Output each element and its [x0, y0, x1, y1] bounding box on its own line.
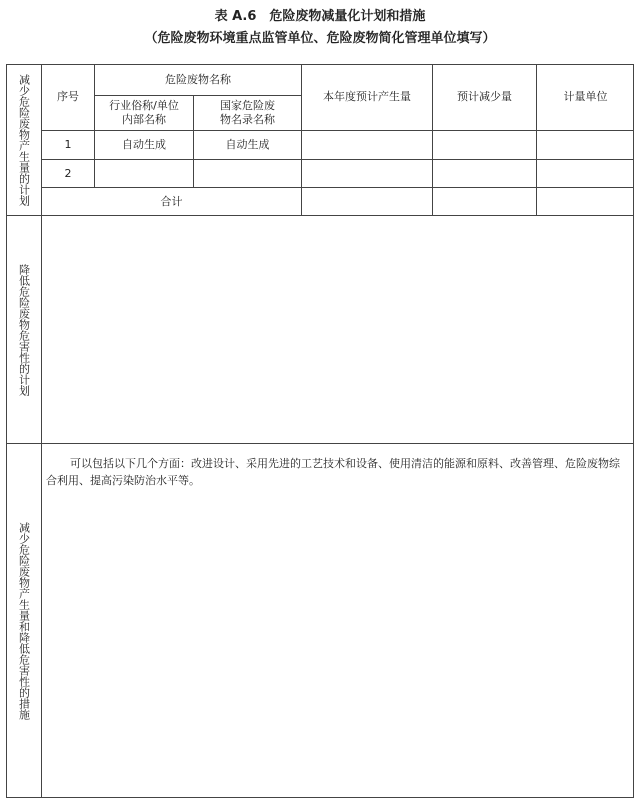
section2-content-area[interactable] [42, 216, 634, 443]
total-annual-output-cell[interactable] [302, 188, 432, 215]
header-annual-output: 本年度预计产生量 [323, 90, 411, 103]
row2-unit-cell[interactable] [537, 160, 634, 187]
row2-annual-output-cell[interactable] [302, 160, 432, 187]
grid-line-section2-bottom [6, 443, 634, 444]
row2-seq: 2 [64, 166, 72, 180]
table-subtitle: （危险废物环境重点监管单位、危险废物简化管理单位填写） [144, 31, 496, 46]
header-waste-name: 危险废物名称 [165, 72, 231, 86]
table-title: 表 A.6 危险废物减量化计划和措施 [214, 9, 426, 24]
row1-reduction-cell[interactable] [433, 131, 536, 159]
row2-national-name[interactable] [194, 160, 301, 187]
row2-industry-name[interactable] [95, 160, 193, 187]
header-unit: 计量单位 [563, 90, 608, 103]
header-seq: 序号 [57, 90, 79, 103]
row1-unit-cell[interactable] [537, 131, 634, 159]
total-unit-cell[interactable] [537, 188, 634, 215]
total-label: 合计 [160, 194, 183, 208]
section1-side-label: 减少危险废物产生量的计划 [17, 73, 31, 206]
header-national-name: 国家危险废物名录名称 [220, 99, 275, 126]
header-industry-name: 行业俗称/单位内部名称 [109, 99, 179, 126]
row1-national-name[interactable]: 自动生成 [225, 138, 270, 151]
row1-industry-name[interactable]: 自动生成 [122, 138, 166, 151]
row1-seq: 1 [64, 138, 72, 151]
section2-side-label: 降低危险废物危害性的计划 [17, 263, 31, 396]
header-reduction: 预计减少量 [457, 90, 512, 103]
row1-annual-output-cell[interactable] [302, 131, 432, 159]
section3-note: 可以包括以下几个方面：改进设计、采用先进的工艺技术和设备、使用清洁的能源和原料、改善管理、危险废物综合利用、提高污染防治水平等。 [46, 457, 620, 487]
row2-reduction-cell[interactable] [433, 160, 536, 187]
total-reduction-cell[interactable] [433, 188, 536, 215]
section3-side-label: 减少危险废物产生量和降低危害性的措施 [17, 522, 31, 720]
